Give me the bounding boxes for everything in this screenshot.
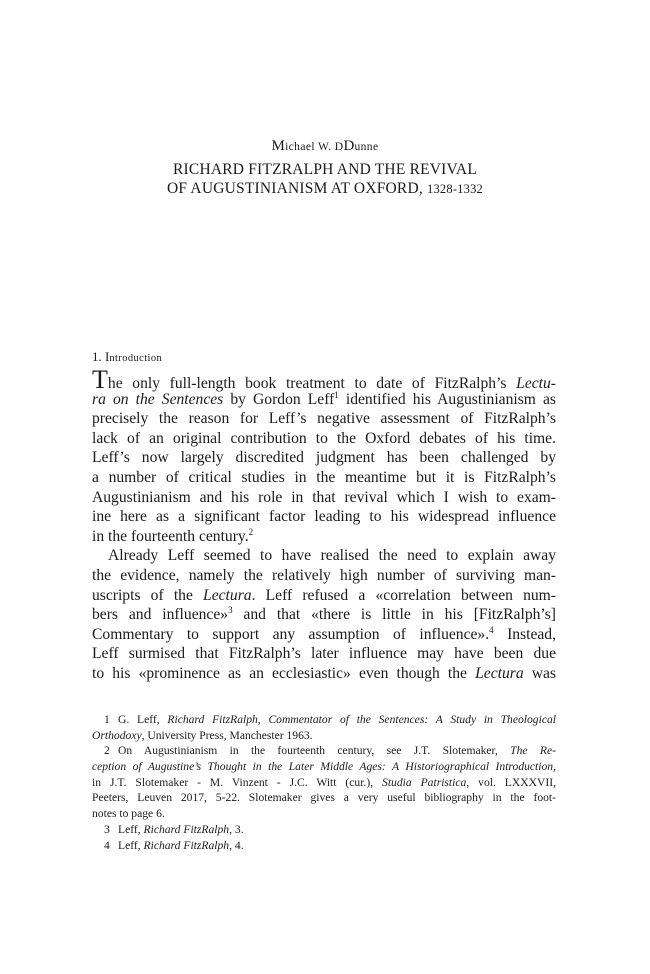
body-line: ra on the Sentences by Gordon Leff$^1$ identified his Augustinianism as [92,389,556,408]
title-line-2 [0,179,650,199]
body-line: Commentary to support any assumption of influence».$^4$ Instead, [92,624,556,643]
body-line: The only full-length book treatment to date of FitzRalph’s Lectu- [92,365,556,394]
body-line: uscripts of the Lectura. Leff refused a «correlation between num- [92,586,556,604]
drop-cap: T [92,365,108,394]
footnote-ref[interactable]: 4 [489,624,494,635]
footnote-2-cont: ception of Augustine’s Thought in the Later Middle Ages: A Historiographical Introduction, [92,760,556,774]
section-heading [92,349,162,365]
footnote-2: 2 On Augustinianism in the fourteenth century, see J.T. Slotemaker, The Re- [104,744,556,758]
author-rest2: unne [354,141,379,153]
footnote-number: 3 [104,822,110,836]
body-line: Already Leff seemed to have realised the need to explain away [108,547,556,565]
body-line: ine here as a significant factor leading to his widespread influence [92,508,556,526]
author-name [0,138,650,155]
body-line: Augustinianism and his role in that revival which I wish to exam- [92,488,556,506]
body-line: Leff’s now largely discredited judgment has been challenged by [92,449,556,467]
footnote-number: 1 [104,713,110,726]
author-initial2: D [343,138,355,154]
footnote-1-cont: Orthodoxy, University Press, Manchester 1963. [92,728,313,742]
body-line: lack of an original contribution to the Oxford debates of his time. [92,429,556,447]
section-initial: I [105,349,110,364]
footnote-number: 2 [104,744,110,758]
footnote-number: 4 [104,838,110,852]
body-line: a number of critical studies in the meantime but it is FitzRalph’s [92,468,556,486]
footnote-2-cont: in J.T. Slotemaker - M. Vinzent - J.C. Witt (cur.), Studia Patristica, vol. LXXXVII, [92,775,556,789]
section-number: 1. [92,349,105,364]
article-title [0,160,650,199]
footnote-ref[interactable]: 2 [248,526,254,537]
footnote-2-cont: notes to page 6. [92,807,165,821]
body-line: to his «prominence as an ecclesiastic» even though the Lectura was [92,664,556,682]
author-rest: ichael W. D [285,141,344,153]
footnote-3: 3 Leff, Richard FitzRalph, 3. [104,822,244,836]
body-line: precisely the reason for Leff’s negative assessment of FitzRalph’s [92,410,556,428]
footnote-1: 1 G. Leff, Richard FitzRalph, Commentator of the Sentences: A Study in Theological [104,713,556,726]
body-line: bers and influence»$^3$ and that «there is little in his [FitzRalph’s] [92,605,557,624]
author-initial: M [271,138,286,154]
title-line-1: RICHARD FITZRALPH AND THE REVIVAL [173,161,477,178]
body-line: the evidence, namely the relatively high number of surviving man- [92,566,556,584]
section-title-rest: ntroduction [109,353,163,364]
footnote-ref[interactable]: 1 [334,389,339,400]
body-line: Leff surmised that FitzRalph’s later influence may have been due [92,645,556,663]
footnote-ref[interactable]: 3 [228,605,233,616]
body-text [92,365,557,684]
footnote-2-cont: Peeters, Leuven 2017, 5-22. Slotemaker gives a very useful bibliography in the foot- [92,791,556,805]
footnotes [92,712,556,853]
footnote-4: 4 Leff, Richard FitzRalph, 4. [104,838,244,852]
title-years: 1328-1332 [427,182,483,196]
title-line-2-main: OF AUGUSTINIANISM AT OXFORD, [167,180,428,197]
body-line: in the fourteenth century.$^2$ [92,526,254,545]
